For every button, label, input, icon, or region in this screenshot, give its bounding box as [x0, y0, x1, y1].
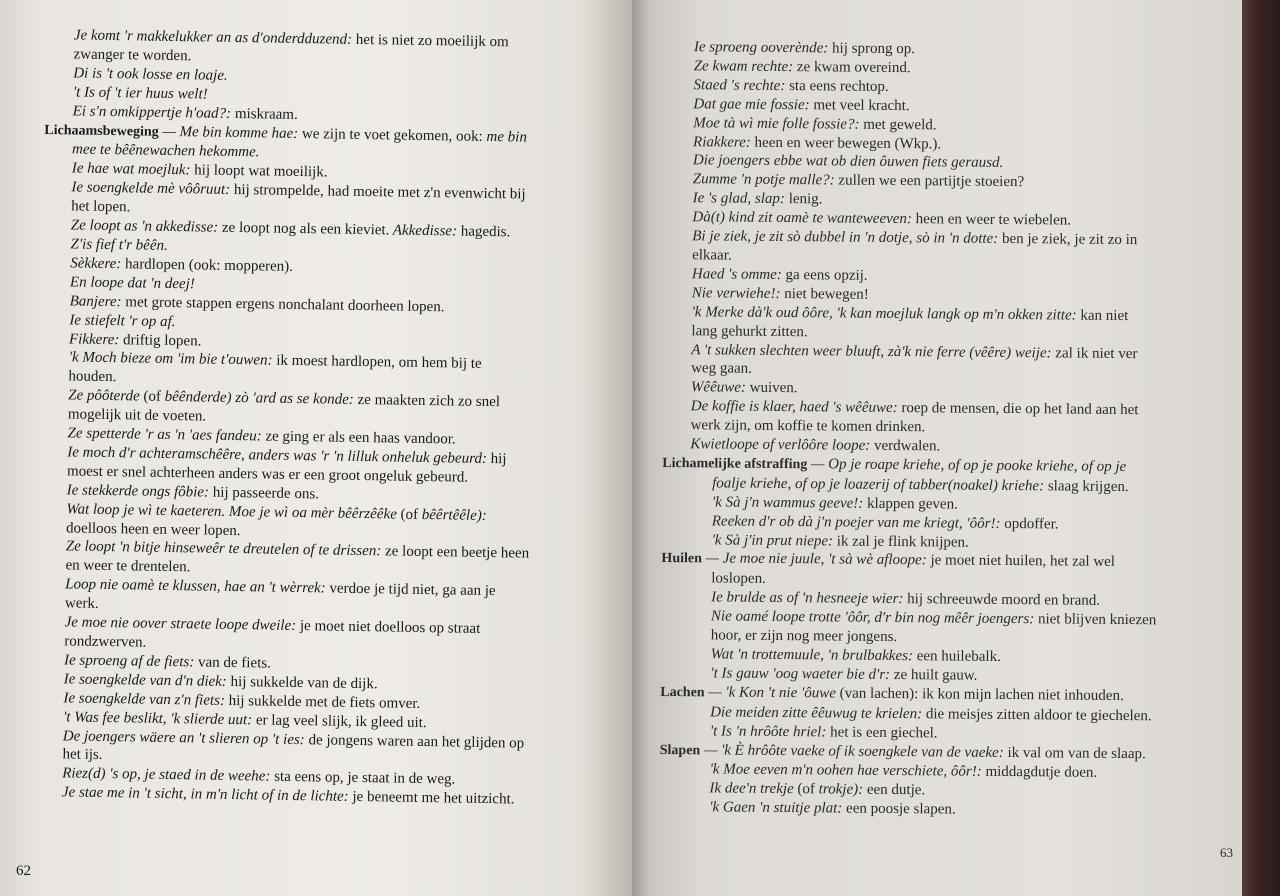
dialect-phrase: mee te bêênewachen hekomme.: [71, 141, 260, 161]
translation-text: de jongens waren aan het glijden op: [304, 731, 525, 752]
dialect-phrase: 'k Sà j'n wammus geeve!:: [711, 494, 864, 512]
translation-text: weg gaan.: [691, 360, 752, 378]
section-heading: Huilen: [661, 551, 702, 567]
section-heading: Lichaamsbeweging: [44, 122, 159, 140]
translation-text: ik zal je flink knijpen.: [832, 533, 969, 551]
dialect-phrase: De koffie is klaer, haed 's wêêuwe:: [690, 398, 898, 417]
dialect-phrase: 'k Merke dà'k oud ôôre, 'k kan moejluk langk op m'n okken zitte:: [691, 303, 1077, 324]
translation-text: werk zijn, om koffie te komen drinken.: [690, 417, 926, 436]
translation-text: hardlopen (ook: mopperen).: [121, 256, 294, 275]
dialect-phrase: Di is 't ook losse en loaje.: [73, 65, 228, 84]
translation-text: kan niet: [1076, 307, 1129, 324]
dialect-phrase: bêênderde): [160, 389, 232, 407]
dialect-phrase: Ie brulde as of 'n hesneeje wier:: [711, 589, 904, 608]
translation-text: hij sukkelde van de dijk.: [226, 673, 378, 693]
translation-text: met grote stappen ergens nonchalant doorheen lopen.: [121, 293, 445, 315]
translation-text: sta eens op, je staat in de weg.: [270, 768, 456, 788]
translation-text: hij loopt wat moeilijk.: [190, 162, 328, 181]
dialect-phrase: Dà(t) kind zit oamè te wanteweeven:: [692, 209, 913, 228]
translation-text: hij: [486, 450, 507, 468]
section-heading: Lachen: [660, 684, 705, 701]
translation-text: houden.: [68, 368, 117, 386]
dialect-phrase: — Me bin komme hae:: [158, 123, 299, 142]
dialect-phrase: 'k Sà j'in prut niepe:: [711, 531, 834, 550]
translation-text: van de fiets.: [194, 654, 272, 672]
dialect-phrase: Ei s'n omkippertje h'oad?:: [72, 103, 232, 122]
translation-text: hij schreeuwde moord en brand.: [903, 591, 1101, 610]
dialect-phrase: Ie hae wat moejluk:: [71, 160, 191, 179]
dialect-phrase: Ze loopt 'n bitje hinseweêr te dreutelen of te drissen:: [65, 538, 382, 560]
translation-text: ze maakten zich zo snel: [353, 392, 501, 411]
dialect-phrase: zò 'ard as se konde:: [231, 390, 354, 409]
translation-text: zal ik niet ver: [1051, 344, 1138, 362]
dialect-phrase: Ie 's glad, slap:: [692, 190, 786, 208]
dialect-phrase: Nie verwiehe!:: [691, 285, 781, 302]
translation-text: een poosje slapen.: [842, 800, 956, 818]
dialect-phrase: bêêrtêêle):: [417, 506, 487, 524]
translation-text: (of: [793, 781, 816, 798]
dialect-phrase: Kwietloope of verlôôre loope:: [690, 436, 871, 454]
translation-text: je moet niet huilen, het zal wel: [926, 552, 1116, 571]
translation-text: we zijn te voet gekomen, ook:: [298, 125, 483, 145]
translation-text: verdwalen.: [870, 437, 941, 455]
translation-text: (of: [139, 388, 162, 406]
translation-text: opdoffer.: [1000, 515, 1059, 533]
translation-text: sta eens rechtop.: [785, 77, 889, 95]
translation-text: verdoe je tijd niet, ga aan je: [325, 580, 496, 600]
dialect-phrase: Nie oamé loope trotte 'ôôr, d'r bin nog mêêr joengers:: [710, 608, 1035, 628]
translation-text: die meisjes zitten aldoor te giechelen.: [922, 705, 1152, 724]
dialect-phrase: Bi je ziek, je zit sò dubbel in 'n dotje, sò in 'n dotte:: [692, 228, 999, 247]
translation-text: een huilebalk.: [912, 648, 1001, 665]
translation-text: werk.: [64, 595, 99, 613]
translation-text: heen en weer bewegen (Wkp.).: [750, 134, 942, 152]
translation-text: met geweld.: [859, 116, 937, 133]
dialect-phrase: Akkedisse:: [389, 222, 458, 240]
dialect-phrase: Je stae me in 't sicht, in m'n licht of in de lichte:: [61, 784, 349, 806]
translation-text: hij sprong op.: [828, 40, 916, 58]
dialect-phrase: — 'k È hrôôte vaeke of ik soengkele van de vaeke:: [700, 741, 1004, 761]
translation-text: hoor, er zijn nog meer jongens.: [710, 627, 898, 646]
translation-text: ze huilt gauw.: [890, 666, 978, 684]
dialect-phrase: Wat loop je wì te kaeteren. Moe je wì oa mèr bêêrzêêke: [66, 501, 397, 523]
dialect-phrase: Wêêuwe:: [690, 379, 746, 397]
dialect-phrase: Wat 'n trottemuule, 'n brulbakkes:: [710, 646, 914, 665]
translation-text: (van lachen): ik kon mijn lachen niet inhouden.: [835, 685, 1124, 704]
dialect-phrase: Zumme 'n potje malle?:: [692, 171, 835, 189]
dialect-phrase: Ie sproeng af de fiets:: [63, 652, 195, 671]
translation-text: elkaar.: [692, 247, 732, 264]
translation-text: ben je ziek, je zit zo in: [998, 230, 1138, 249]
translation-text: en weer te drentelen.: [65, 557, 191, 576]
translation-text: ze ging er als een haas vandoor.: [261, 428, 456, 448]
book-cover-edge: [1242, 0, 1280, 896]
translation-text: je moet niet doelloos op straat: [296, 618, 481, 637]
translation-text: lang gehurkt zitten.: [691, 322, 808, 340]
dialect-phrase: Loop nie oamè te klussen, hae an 't wèrrek:: [65, 576, 326, 597]
translation-text: heen en weer te wiebelen.: [911, 211, 1072, 229]
translation-text: hagedis.: [456, 223, 511, 241]
translation-text: ga eens opzij.: [781, 266, 868, 284]
translation-text: wuiven.: [745, 380, 798, 397]
left-page-number: 62: [16, 863, 31, 879]
section-heading: Slapen: [659, 742, 701, 758]
dialect-phrase: En loope dat 'n deej!: [69, 274, 195, 293]
dialect-phrase: Die joengers ebbe wat ob dien ôuwen fiets gerausd.: [692, 152, 1004, 172]
dialect-phrase: Sèkkere:: [70, 255, 122, 273]
dialect-phrase: Ze pôôterde: [68, 387, 140, 405]
translation-text: moest er snel achterheen anders was er een groot ongeluk gebeurd.: [66, 463, 469, 486]
translation-text: hij passeerde ons.: [208, 484, 320, 503]
dialect-phrase: 't Is 'n hrôôte hriel:: [709, 723, 827, 741]
left-page-text-column: [34, 26, 566, 810]
translation-text: het ijs.: [62, 746, 103, 764]
dialect-phrase: Die meiden zitte êêuwug te krielen:: [710, 704, 923, 722]
translation-text: ze loopt een beetje heen: [381, 543, 530, 563]
translation-text: een dutje.: [863, 782, 926, 799]
translation-text: driftig lopen.: [119, 331, 202, 349]
translation-text: miskraam.: [231, 105, 298, 123]
translation-text: niet blijven kniezen: [1034, 611, 1157, 629]
translation-text: slaag krijgen.: [1044, 478, 1129, 495]
dialect-phrase: — 'k Kon 't nie 'ôuwe: [704, 684, 836, 702]
dialect-phrase: Z'is fief t'r bêên.: [70, 236, 168, 254]
dialect-phrase: Fikkere:: [68, 330, 120, 348]
dialect-phrase: Haed 's omme:: [691, 266, 782, 283]
dialect-phrase: 'k Gaen 'n stuitje plat:: [709, 799, 843, 817]
dialect-phrase: Ik dee'n trekje: [709, 780, 794, 798]
translation-text: het is een giechel.: [826, 724, 938, 742]
translation-text: lenig.: [784, 191, 823, 208]
translation-text: doelloos heen en weer lopen.: [65, 519, 241, 539]
dialect-phrase: Ie stiefelt 'r op af.: [69, 311, 176, 330]
translation-text: hij strompelde, had moeite met z'n evenwicht bij: [230, 182, 526, 203]
translation-text: mogelijk uit de voeten.: [67, 406, 207, 425]
dialect-phrase: foalje kriehe, of op je loazerij of tabber(noakel) kriehe:: [712, 475, 1045, 495]
dialect-phrase: 'k Moch bieze om 'im bie t'ouwen:: [68, 349, 273, 370]
dialect-phrase: Je moe nie oover straete loope dweile:: [64, 614, 297, 635]
translation-text: rondzwerven.: [64, 633, 147, 651]
translation-text: middagdutje doen.: [981, 764, 1098, 782]
dialect-phrase: Ie soengkelde van z'n fiets:: [63, 690, 226, 709]
dialect-phrase: A 't sukken slechten weer bluuft, zà'k nie ferre (vêêre) weije:: [691, 341, 1052, 361]
dialect-phrase: Je komt 'r makkelukker an as d'onderdduzend:: [73, 27, 353, 48]
left-page: [0, 0, 632, 896]
dialect-phrase: Ie stekkerde ongs fôbie:: [66, 482, 210, 501]
dialect-phrase: Ze loopt as 'n akkedisse:: [70, 217, 219, 236]
translation-text: je beneemt me het uitzicht.: [348, 789, 515, 808]
dialect-phrase: Reeken d'r ob dà j'n poejer van me kriegt, 'ôôr!:: [711, 513, 1001, 532]
dialect-phrase: Banjere:: [69, 293, 122, 310]
dialect-phrase: Ze spetterde 'r as 'n 'aes fandeu:: [67, 425, 262, 445]
dialect-phrase: 't Was fee beslikt, 'k slierde uut:: [63, 708, 253, 728]
dialect-phrase: — Op je roape kriehe, of op je pooke kriehe, of op je: [807, 456, 1127, 475]
dialect-phrase: Moe tà wì mie folle fossie?:: [693, 114, 860, 133]
right-page-number: 63: [1220, 845, 1233, 860]
translation-text: klappen geven.: [863, 495, 958, 513]
translation-text: ik moest hardlopen, om hem bij te: [272, 353, 482, 373]
dialect-phrase: Riakkere:: [693, 133, 751, 151]
dialect-phrase: 't Is gauw 'oog waeter bie d'r:: [710, 665, 891, 683]
section-heading: Lichamelijke afstraffing: [662, 455, 808, 473]
translation-text: roep de mensen, die op het land aan het: [897, 400, 1139, 419]
translation-text: met veel kracht.: [809, 96, 910, 114]
translation-text: ik val om van de slaap.: [1003, 744, 1146, 762]
translation-text: het lopen.: [71, 198, 131, 216]
right-page-text-column: [659, 38, 1190, 822]
dialect-phrase: Ie moch d'r achteramschêêre, anders was 'r 'n lilluk onheluk gebeurd:: [67, 444, 488, 467]
dialect-phrase: Ie sproeng ooverènde:: [693, 39, 829, 57]
dialect-phrase: De joengers wäere an 't slieren op 't ies:: [62, 727, 305, 748]
translation-text: zullen we een partijtje stoeien?: [834, 172, 1025, 191]
translation-text: ze kwam overeind.: [793, 59, 911, 77]
dialect-phrase: trokje):: [814, 781, 864, 799]
text-line: [659, 798, 1183, 821]
translation-text: ze loopt nog als een kieviet.: [218, 219, 390, 239]
dialect-phrase: Ze kwam rechte:: [693, 58, 794, 76]
dialect-phrase: 'k Moe eeven m'n oohen hae verschiete, ôôr!:: [709, 761, 982, 781]
dialect-phrase: Ie soengkelde van d'n diek:: [63, 671, 227, 690]
dialect-phrase: Ie soengkelde mè vôôruut:: [71, 179, 231, 199]
translation-text: zwanger te worden.: [73, 46, 192, 65]
dialect-phrase: Riez(d) 's op, je staed in de weehe:: [62, 765, 271, 785]
translation-text: hij sukkelde met de fiets omver.: [224, 692, 421, 712]
translation-text: het is niet zo moeilijk om: [351, 31, 509, 51]
dialect-phrase: me bin: [482, 128, 528, 146]
translation-text: er lag veel slijk, ik gleed uit.: [252, 711, 427, 731]
dialect-phrase: 't Is of 't ier huus welt!: [72, 84, 208, 103]
dialect-phrase: Staed 's rechte:: [693, 77, 786, 94]
translation-text: loslopen.: [711, 570, 766, 588]
translation-text: niet bewegen!: [780, 285, 869, 303]
dialect-phrase: Dat gae mie fossie:: [693, 95, 810, 113]
translation-text: (of: [396, 506, 419, 523]
dialect-phrase: — Je moe nie juule, 't sà wè afloope:: [701, 550, 927, 569]
right-page: [632, 0, 1242, 896]
